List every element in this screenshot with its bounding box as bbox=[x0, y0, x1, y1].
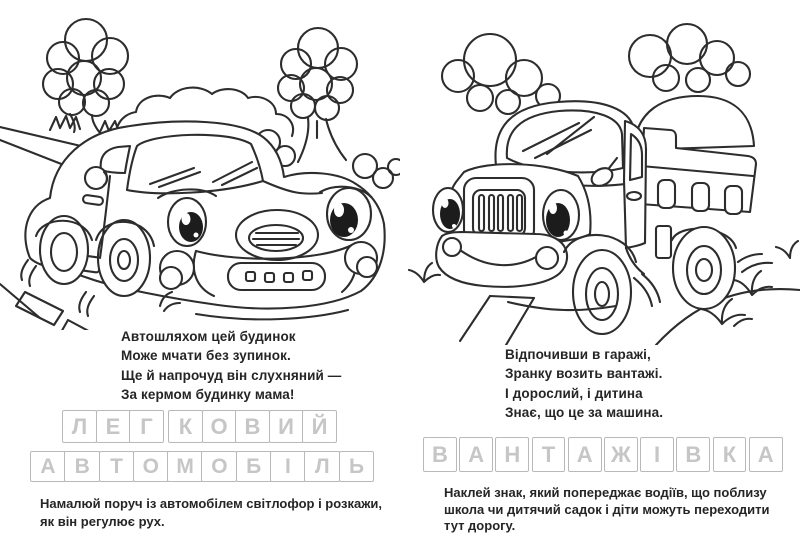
trace-letter-cell: О bbox=[133, 451, 169, 482]
trace-letter-cell: Т bbox=[532, 437, 566, 472]
task-instruction-car bbox=[40, 495, 382, 530]
poem-line: Ще й напрочуд він слухняний — bbox=[121, 367, 342, 383]
trace-letter-cell: Г bbox=[129, 410, 164, 443]
trace-letter-cell: Ж bbox=[604, 437, 638, 472]
truck-rear-wheel bbox=[673, 227, 735, 309]
trace-letter-cell: М bbox=[167, 451, 203, 482]
answer-boxes-car-word2 bbox=[30, 451, 374, 482]
trace-letter-cell: А bbox=[30, 451, 66, 482]
poem-car bbox=[121, 327, 341, 405]
trace-letter-cell: Н bbox=[495, 437, 529, 472]
trace-letter-cell: В bbox=[64, 451, 100, 482]
trace-letter-cell: І bbox=[640, 437, 674, 472]
cloud-right bbox=[629, 24, 750, 92]
letter-box-group bbox=[168, 410, 337, 443]
poem-line: За кермом будинку мама! bbox=[121, 387, 295, 403]
trace-letter-cell: В bbox=[676, 437, 710, 472]
instruction-line: як він регулює рух. bbox=[40, 513, 165, 529]
trace-letter-cell: А bbox=[459, 437, 493, 472]
answer-boxes-car-word1 bbox=[62, 410, 337, 443]
truck-face bbox=[433, 164, 591, 287]
trace-letter-cell: И bbox=[269, 410, 304, 443]
letter-box-group bbox=[62, 410, 164, 443]
truck-bed bbox=[634, 96, 756, 309]
trace-letter-cell: Й bbox=[302, 410, 337, 443]
tree-left bbox=[43, 19, 128, 133]
answer-boxes-truck-word bbox=[423, 437, 783, 472]
poem-line: Автошляхом цей будинок bbox=[121, 329, 296, 344]
trace-letter-cell: А bbox=[749, 437, 783, 472]
poem-line: І дорослий, і дитина bbox=[505, 385, 643, 401]
trace-letter-cell: Т bbox=[99, 451, 135, 482]
poem-line: Відпочивши в гаражі, bbox=[505, 347, 651, 362]
letter-box-group bbox=[30, 451, 374, 482]
letter-box-group bbox=[423, 437, 783, 472]
poem-line: Зранку возить вантажі. bbox=[505, 366, 663, 382]
trace-letter-cell: О bbox=[201, 451, 237, 482]
poem-line: Може мчати без зупинок. bbox=[121, 348, 291, 364]
poem-line: Знає, що це за машина. bbox=[505, 405, 664, 421]
instruction-line: Намалюй поруч із автомобілем світлофор і розкажи, bbox=[40, 496, 383, 511]
trace-letter-cell: Ь bbox=[339, 451, 375, 482]
instruction-line: школа чи дитячий садок і діти можуть переходити bbox=[444, 501, 770, 517]
car-illustration bbox=[0, 0, 400, 330]
trace-letter-cell: А bbox=[568, 437, 602, 472]
trace-letter-cell: Е bbox=[96, 410, 131, 443]
tree-right bbox=[278, 28, 357, 162]
truck-front-wheel bbox=[564, 235, 636, 334]
trace-letter-cell: Б bbox=[236, 451, 272, 482]
trace-letter-cell: В bbox=[423, 437, 457, 472]
road-strip bbox=[460, 296, 534, 345]
trace-letter-cell: І bbox=[270, 451, 306, 482]
instruction-line: тут дорогу. bbox=[444, 518, 516, 534]
instruction-line: Наклей знак, який попереджає водіїв, що поблизу bbox=[444, 485, 767, 500]
trace-letter-cell: Л bbox=[304, 451, 340, 482]
trace-letter-cell: В bbox=[235, 410, 270, 443]
cloud-left bbox=[442, 34, 560, 114]
truck-illustration bbox=[400, 0, 800, 345]
trace-letter-cell: О bbox=[202, 410, 237, 443]
task-instruction-truck bbox=[444, 485, 770, 535]
trace-letter-cell: К bbox=[168, 410, 203, 443]
poem-truck bbox=[505, 345, 663, 423]
trace-letter-cell: Л bbox=[62, 410, 97, 443]
trace-letter-cell: К bbox=[713, 437, 747, 472]
